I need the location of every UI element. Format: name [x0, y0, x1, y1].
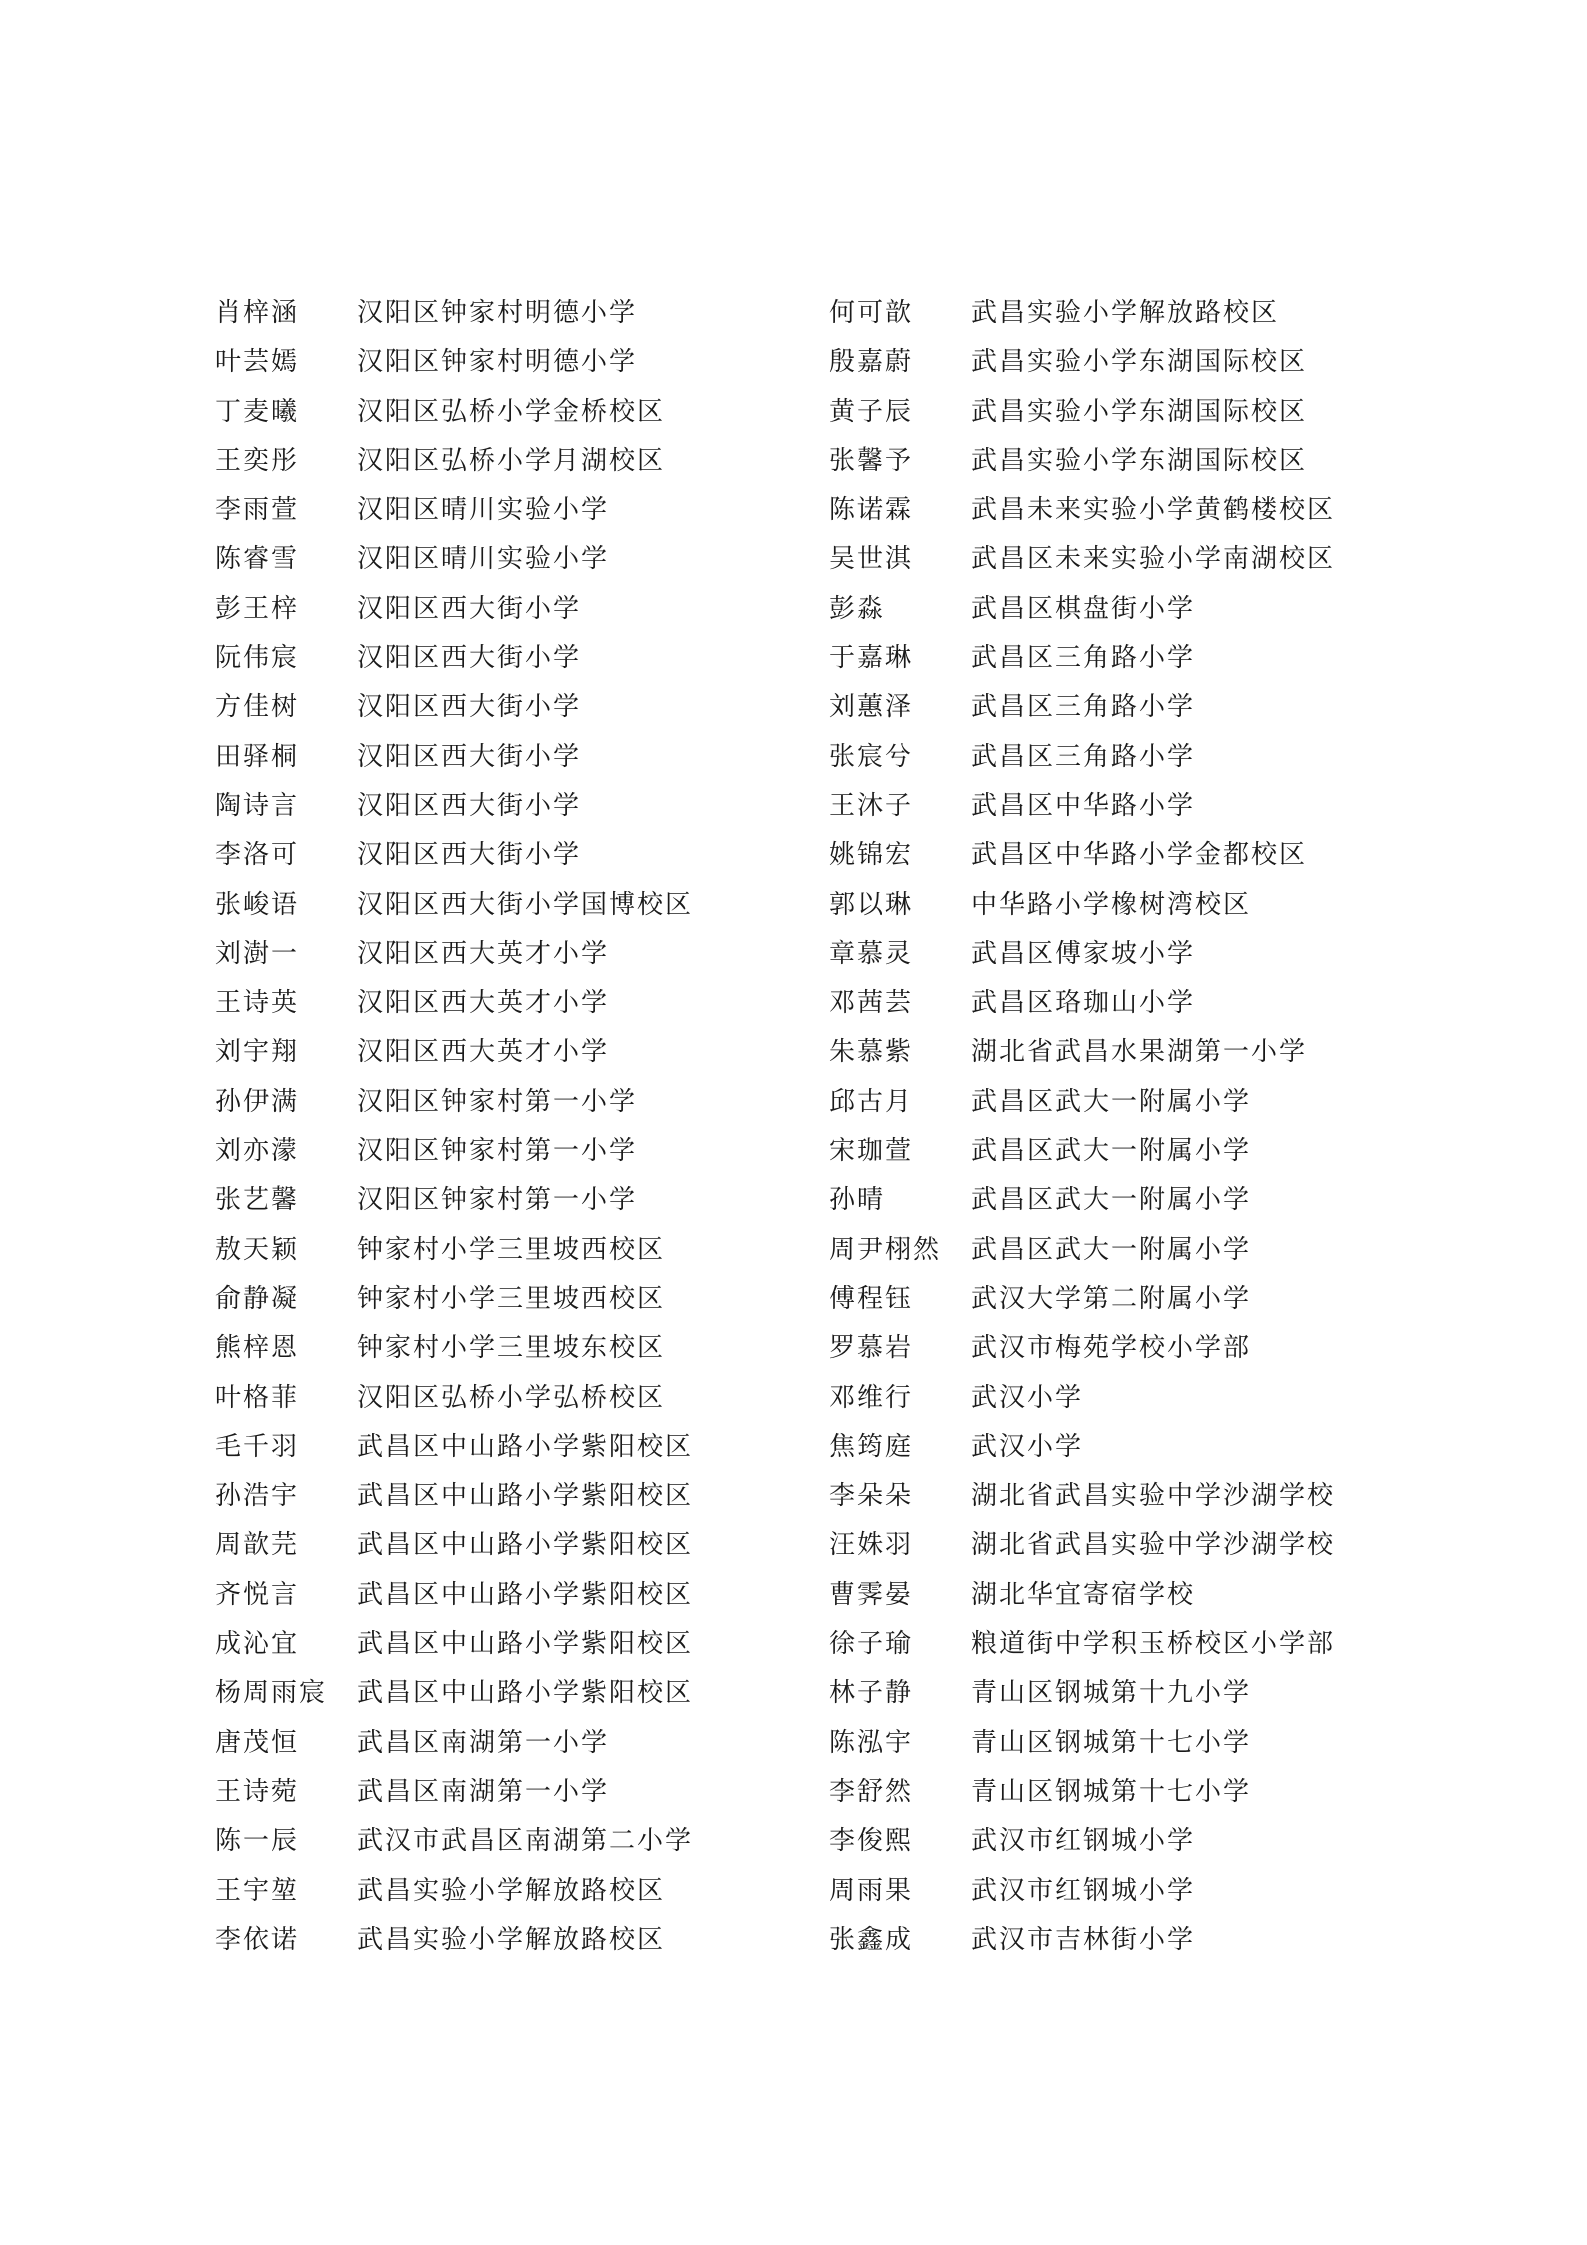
school-name: 武昌区中山路小学紫阳校区 — [357, 1579, 694, 1610]
school-name: 汉阳区弘桥小学弘桥校区 — [357, 1382, 666, 1413]
list-item — [829, 733, 1449, 782]
school-name: 武昌实验小学解放路校区 — [971, 298, 1280, 328]
school-name: 汉阳区西大街小学 — [357, 643, 582, 674]
student-name: 邓茜芸 — [829, 988, 914, 1019]
school-name: 汉阳区钟家村第一小学 — [357, 1185, 638, 1216]
student-name: 熊梓恩 — [215, 1333, 300, 1364]
student-name: 敖天颖 — [215, 1234, 300, 1265]
list-item — [215, 1867, 805, 1916]
school-name: 汉阳区钟家村明德小学 — [357, 347, 638, 378]
list-item — [829, 486, 1449, 535]
student-name: 陈诺霖 — [829, 495, 914, 526]
school-name: 汉阳区钟家村第一小学 — [357, 1086, 638, 1117]
school-name: 汉阳区弘桥小学金桥校区 — [357, 396, 666, 427]
student-name: 张鑫成 — [829, 1924, 914, 1955]
student-name: 唐茂恒 — [215, 1727, 300, 1758]
list-item — [215, 1423, 805, 1472]
student-name: 曹霁晏 — [829, 1579, 914, 1610]
student-name: 殷嘉蔚 — [829, 347, 914, 378]
student-name: 肖梓涵 — [215, 298, 300, 328]
list-item — [215, 388, 805, 437]
school-name: 钟家村小学三里坡西校区 — [357, 1283, 666, 1314]
school-name: 武汉市吉林街小学 — [971, 1924, 1196, 1955]
student-name: 李依诺 — [215, 1924, 300, 1955]
school-name: 武昌区三角路小学 — [971, 741, 1196, 772]
school-name: 汉阳区西大街小学 — [357, 593, 582, 624]
student-name: 朱慕紫 — [829, 1037, 914, 1068]
list-item — [215, 1768, 805, 1817]
student-name: 郭以琳 — [829, 889, 914, 920]
school-name: 武昌区武大一附属小学 — [971, 1185, 1252, 1216]
school-name: 武昌区南湖第一小学 — [357, 1776, 610, 1807]
school-name: 武汉市武昌区南湖第二小学 — [357, 1826, 694, 1857]
list-item — [829, 634, 1449, 683]
list-item — [215, 733, 805, 782]
student-name: 邱古月 — [829, 1086, 914, 1117]
list-item — [215, 1571, 805, 1620]
student-name: 阮伟宸 — [215, 643, 300, 674]
student-name: 李朵朵 — [829, 1481, 914, 1512]
list-item — [215, 634, 805, 683]
student-name: 张峻语 — [215, 889, 300, 920]
school-name: 青山区钢城第十七小学 — [971, 1727, 1252, 1758]
school-name: 武汉市梅苑学校小学部 — [971, 1333, 1252, 1364]
list-item — [215, 535, 805, 584]
list-item — [215, 1620, 805, 1669]
list-item — [215, 1521, 805, 1570]
student-name: 王沐子 — [829, 790, 914, 821]
list-item — [829, 1078, 1449, 1127]
school-name: 武昌区武大一附属小学 — [971, 1234, 1252, 1265]
list-item — [829, 1423, 1449, 1472]
student-name: 王宇堃 — [215, 1875, 300, 1906]
student-name: 邓维行 — [829, 1382, 914, 1413]
list-item — [829, 1324, 1449, 1373]
school-name: 武昌实验小学解放路校区 — [357, 1924, 666, 1955]
school-name: 汉阳区晴川实验小学 — [357, 544, 610, 575]
list-item — [215, 683, 805, 732]
school-name: 武汉大学第二附属小学 — [971, 1283, 1252, 1314]
list-item — [215, 1817, 805, 1866]
list-item — [829, 683, 1449, 732]
student-name: 丁麦曦 — [215, 396, 300, 427]
student-name: 刘澍一 — [215, 938, 300, 969]
list-item — [829, 1374, 1449, 1423]
list-item — [829, 338, 1449, 387]
list-item — [829, 782, 1449, 831]
student-name: 吴世淇 — [829, 544, 914, 575]
list-item — [215, 1275, 805, 1324]
list-item — [829, 585, 1449, 634]
student-name: 林子静 — [829, 1678, 914, 1709]
student-name: 何可歆 — [829, 298, 914, 328]
student-name: 刘宇翔 — [215, 1037, 300, 1068]
student-name: 徐子瑜 — [829, 1629, 914, 1660]
left-column-list — [215, 289, 805, 1965]
student-name: 姚锦宏 — [829, 840, 914, 871]
list-item — [829, 1571, 1449, 1620]
list-item — [829, 831, 1449, 880]
school-name: 湖北省武昌实验中学沙湖学校 — [971, 1481, 1336, 1512]
student-name: 王奕彤 — [215, 445, 300, 476]
school-name: 汉阳区西大街小学国博校区 — [357, 889, 694, 920]
student-name: 周雨果 — [829, 1875, 914, 1906]
student-name: 王诗英 — [215, 988, 300, 1019]
student-name: 孙晴 — [829, 1185, 886, 1216]
school-name: 武汉市红钢城小学 — [971, 1826, 1196, 1857]
student-name: 周尹栩然 — [829, 1234, 942, 1265]
school-name: 武昌实验小学东湖国际校区 — [971, 396, 1308, 427]
student-name: 黄子辰 — [829, 396, 914, 427]
school-name: 武昌实验小学东湖国际校区 — [971, 347, 1308, 378]
student-name: 焦筠庭 — [829, 1431, 914, 1462]
list-item — [829, 979, 1449, 1028]
school-name: 汉阳区钟家村第一小学 — [357, 1136, 638, 1167]
student-name: 傅程钰 — [829, 1283, 914, 1314]
student-name: 叶格菲 — [215, 1382, 300, 1413]
list-item — [829, 1521, 1449, 1570]
list-item — [829, 1127, 1449, 1176]
school-name: 武昌区棋盘街小学 — [971, 593, 1196, 624]
list-item — [829, 1817, 1449, 1866]
student-name: 李俊熙 — [829, 1826, 914, 1857]
student-name: 陈泓宇 — [829, 1727, 914, 1758]
school-name: 汉阳区西大街小学 — [357, 692, 582, 723]
school-name: 粮道街中学积玉桥校区小学部 — [971, 1629, 1336, 1660]
school-name: 青山区钢城第十九小学 — [971, 1678, 1252, 1709]
list-item — [215, 437, 805, 486]
school-name: 武昌区三角路小学 — [971, 692, 1196, 723]
list-item — [829, 1028, 1449, 1077]
school-name: 钟家村小学三里坡东校区 — [357, 1333, 666, 1364]
list-item — [215, 1078, 805, 1127]
school-name: 武昌区中山路小学紫阳校区 — [357, 1431, 694, 1462]
school-name: 湖北省武昌水果湖第一小学 — [971, 1037, 1308, 1068]
school-name: 武昌未来实验小学黄鹤楼校区 — [971, 495, 1336, 526]
list-item — [215, 979, 805, 1028]
school-name: 汉阳区西大英才小学 — [357, 1037, 610, 1068]
list-item — [215, 1374, 805, 1423]
list-item — [215, 1324, 805, 1373]
list-item — [829, 535, 1449, 584]
student-name: 田驿桐 — [215, 741, 300, 772]
list-item — [829, 1620, 1449, 1669]
school-name: 武昌区傅家坡小学 — [971, 938, 1196, 969]
school-name: 武昌实验小学解放路校区 — [357, 1875, 666, 1906]
student-name: 张宸兮 — [829, 741, 914, 772]
school-name: 钟家村小学三里坡西校区 — [357, 1234, 666, 1265]
student-name: 彭淼 — [829, 593, 886, 624]
school-name: 汉阳区西大街小学 — [357, 741, 582, 772]
list-item — [215, 338, 805, 387]
student-name: 彭王梓 — [215, 593, 300, 624]
school-name: 武昌区中山路小学紫阳校区 — [357, 1481, 694, 1512]
list-item — [829, 1719, 1449, 1768]
list-item — [829, 1226, 1449, 1275]
student-name: 于嘉琳 — [829, 643, 914, 674]
student-name: 陶诗言 — [215, 790, 300, 821]
school-name: 武汉市红钢城小学 — [971, 1875, 1196, 1906]
school-name: 汉阳区弘桥小学月湖校区 — [357, 445, 666, 476]
student-name: 李舒然 — [829, 1776, 914, 1807]
school-name: 武昌区武大一附属小学 — [971, 1136, 1252, 1167]
school-name: 武昌区珞珈山小学 — [971, 988, 1196, 1019]
list-item — [829, 1472, 1449, 1521]
list-item — [829, 1275, 1449, 1324]
student-name: 张艺馨 — [215, 1185, 300, 1216]
student-name: 李雨萱 — [215, 495, 300, 526]
list-item — [829, 930, 1449, 979]
school-name: 武昌区中华路小学金都校区 — [971, 840, 1308, 871]
list-item — [215, 1669, 805, 1718]
list-item — [829, 1176, 1449, 1225]
student-name: 李洛可 — [215, 840, 300, 871]
list-item — [829, 1916, 1449, 1965]
list-item — [215, 782, 805, 831]
list-item — [829, 1669, 1449, 1718]
school-name: 汉阳区西大英才小学 — [357, 988, 610, 1019]
student-name: 王诗菀 — [215, 1776, 300, 1807]
school-name: 汉阳区西大街小学 — [357, 790, 582, 821]
list-item — [215, 289, 805, 338]
student-name: 孙伊满 — [215, 1086, 300, 1117]
student-name: 宋珈萱 — [829, 1136, 914, 1167]
school-name: 中华路小学橡树湾校区 — [971, 889, 1252, 920]
list-item — [215, 1028, 805, 1077]
school-name: 武昌区未来实验小学南湖校区 — [971, 544, 1336, 575]
school-name: 武昌区南湖第一小学 — [357, 1727, 610, 1758]
list-item — [829, 388, 1449, 437]
list-item — [215, 1472, 805, 1521]
school-name: 武昌区中山路小学紫阳校区 — [357, 1629, 694, 1660]
list-item — [215, 1176, 805, 1225]
school-name: 武昌区中山路小学紫阳校区 — [357, 1678, 694, 1709]
student-name: 陈一辰 — [215, 1826, 300, 1857]
list-item — [215, 1916, 805, 1965]
student-name: 方佳树 — [215, 692, 300, 723]
student-name: 陈睿雪 — [215, 544, 300, 575]
student-name: 齐悦言 — [215, 1579, 300, 1610]
list-item — [215, 1226, 805, 1275]
student-name: 叶芸嫣 — [215, 347, 300, 378]
right-column-list — [829, 289, 1449, 1965]
list-item — [215, 881, 805, 930]
school-name: 武昌区中山路小学紫阳校区 — [357, 1530, 694, 1561]
list-item — [829, 289, 1449, 338]
student-name: 刘蕙泽 — [829, 692, 914, 723]
student-name: 俞静凝 — [215, 1283, 300, 1314]
student-name: 成沁宜 — [215, 1629, 300, 1660]
student-name: 毛千羽 — [215, 1431, 300, 1462]
list-item — [215, 930, 805, 979]
list-item — [829, 1768, 1449, 1817]
student-name: 孙浩宇 — [215, 1481, 300, 1512]
school-name: 湖北省武昌实验中学沙湖学校 — [971, 1530, 1336, 1561]
student-name: 刘亦濛 — [215, 1136, 300, 1167]
list-item — [829, 437, 1449, 486]
list-item — [829, 1867, 1449, 1916]
school-name: 湖北华宜寄宿学校 — [971, 1579, 1196, 1610]
list-item — [215, 585, 805, 634]
student-name: 张馨予 — [829, 445, 914, 476]
school-name: 汉阳区西大街小学 — [357, 840, 582, 871]
list-item — [215, 831, 805, 880]
student-name: 罗慕岩 — [829, 1333, 914, 1364]
school-name: 武昌实验小学东湖国际校区 — [971, 445, 1308, 476]
school-name: 汉阳区晴川实验小学 — [357, 495, 610, 526]
school-name: 武汉小学 — [971, 1431, 1084, 1462]
school-name: 汉阳区钟家村明德小学 — [357, 298, 638, 328]
school-name: 武昌区武大一附属小学 — [971, 1086, 1252, 1117]
list-item — [215, 486, 805, 535]
student-name: 汪姝羽 — [829, 1530, 914, 1561]
school-name: 武汉小学 — [971, 1382, 1084, 1413]
student-name: 杨周雨宸 — [215, 1678, 328, 1709]
list-item — [215, 1719, 805, 1768]
list-item — [215, 1127, 805, 1176]
school-name: 武昌区中华路小学 — [971, 790, 1196, 821]
student-name: 章慕灵 — [829, 938, 914, 969]
school-name: 武昌区三角路小学 — [971, 643, 1196, 674]
school-name: 青山区钢城第十七小学 — [971, 1776, 1252, 1807]
school-name: 汉阳区西大英才小学 — [357, 938, 610, 969]
list-item — [829, 881, 1449, 930]
student-name: 周歆芫 — [215, 1530, 300, 1561]
